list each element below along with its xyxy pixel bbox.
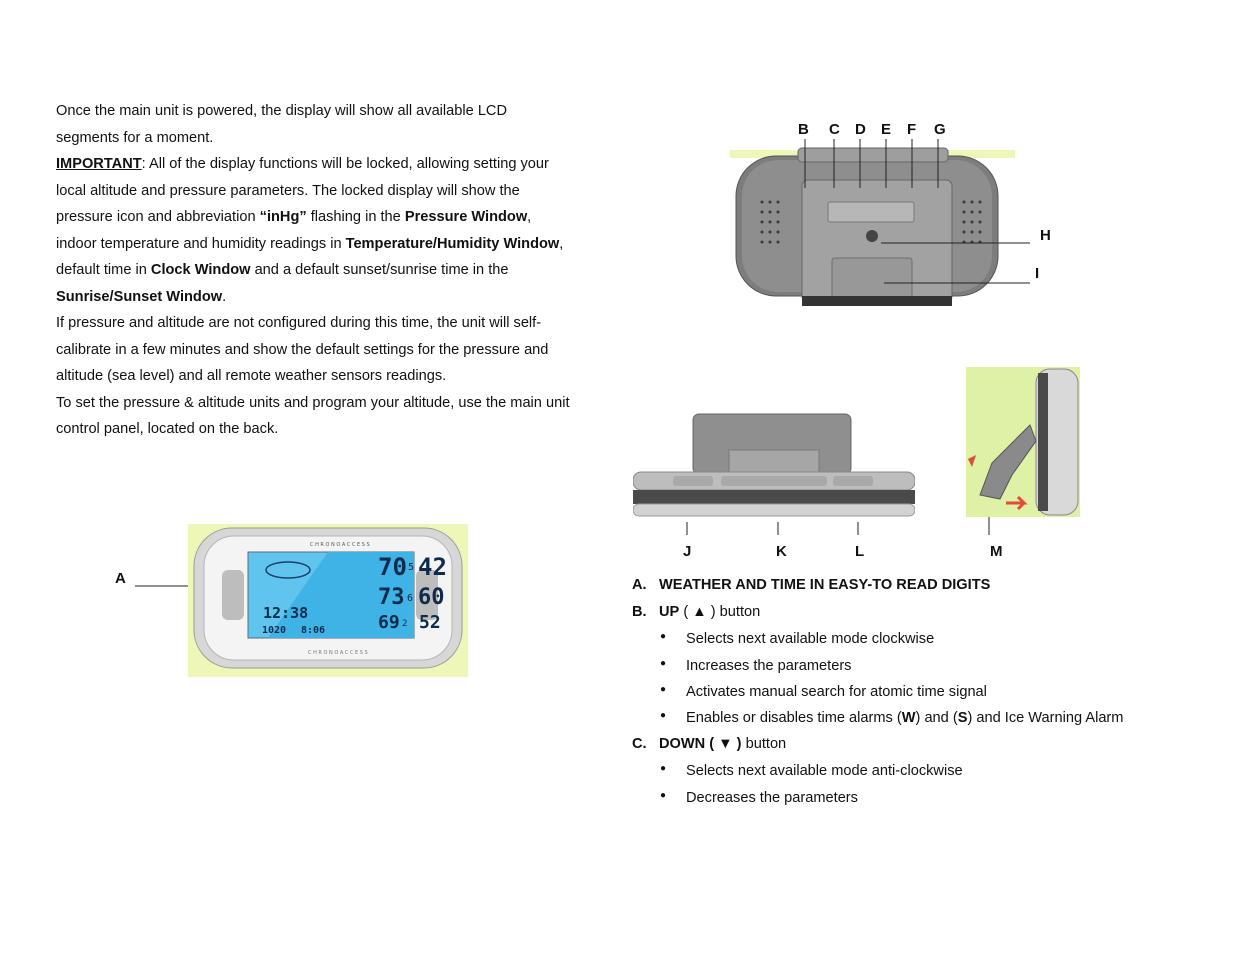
lcd-sunset: 8:06 (301, 625, 326, 636)
intro-paragraph-4: To set the pressure & altitude units and program your altitude, use the main unit control panel, located on the back. (56, 394, 570, 437)
label-d: D (855, 121, 866, 138)
svg-text:C H R O N O A C C E S S: C H R O N O A C C E S S (308, 650, 368, 656)
label-i: I (1035, 265, 1040, 282)
legend-bold-b: UP (659, 604, 680, 620)
legend-item-c (632, 736, 786, 752)
label-h: H (1040, 227, 1051, 244)
sunset-default-text: and a default sunset/sunrise time in the (250, 262, 509, 278)
lcd-time: 12:38 (263, 604, 309, 622)
legend-item-a (632, 577, 990, 593)
label-j: J (683, 543, 692, 560)
intro-paragraph-2 (56, 151, 571, 310)
legend-rest-b: ( ▲ ) button (679, 604, 761, 620)
intro-paragraph-1: Once the main unit is powered, the display will show all available LCD segments for a moment. (56, 103, 508, 146)
legend-rest-c: button (741, 736, 787, 752)
legend-letter-b: B. (632, 604, 647, 620)
lcd-sunrise: 1020 (262, 625, 287, 636)
top-device-image (633, 412, 915, 522)
label-b: B (798, 121, 809, 138)
lcd-temp-3: 69 (378, 612, 400, 633)
label-e: E (881, 121, 892, 138)
lcd-hum-3: 52 (419, 612, 441, 633)
clock-window-text: Clock Window (150, 262, 251, 278)
lcd-hum-out: 42 (418, 553, 447, 581)
lcd-temp-in-dec: 6 (407, 593, 414, 604)
label-c: C (829, 121, 840, 138)
bullet-text: Decreases the parameters (686, 790, 858, 806)
legend-text-a: WEATHER AND TIME IN EASY-TO READ DIGITS (659, 577, 991, 593)
pressure-window-text: Pressure Window (404, 209, 528, 225)
legend-bold-c: DOWN ( ▼ ) (659, 736, 742, 752)
legend-item-b (632, 604, 760, 620)
svg-text:C H R O N O A C C E S S: C H R O N O A C C E S S (310, 542, 370, 548)
legend-letter-a: A. (632, 577, 647, 593)
lcd-temp-out-dec: 5 (408, 562, 415, 573)
lcd-hum-in: 60 (418, 585, 445, 610)
label-a: A (115, 570, 126, 587)
indoor-text: , indoor temperature and humidity readings in (56, 209, 532, 252)
inhg-text: “inHg” (259, 209, 307, 225)
default-time-text: , default time in (56, 235, 564, 278)
lcd-temp-out: 70 (378, 553, 407, 581)
label-g: G (934, 121, 946, 138)
bullet-text: Selects next available mode clockwise (686, 631, 935, 647)
lcd-temp-3-dec: 2 (402, 619, 408, 629)
label-l: L (855, 543, 865, 560)
bullet-text: Increases the parameters (686, 658, 852, 674)
flashing-text: flashing in the (306, 209, 405, 225)
back-device-image (728, 140, 1018, 310)
bullet-text-alarms: Enables or disables time alarms (W) and (S) and Ice Warning Alarm (686, 710, 1124, 726)
label-m: M (990, 543, 1003, 560)
sunrise-window-text: Sunrise/Sunset Window (56, 288, 223, 305)
intro-paragraph-3: If pressure and altitude are not configured during this time, the unit will self-calibrate in a few minutes and show the default settings for the pressure and altitude (sea level) and all remote weather sensors readings. (56, 315, 549, 384)
period-text: . (222, 288, 227, 305)
legend-letter-c: C. (632, 736, 647, 752)
intro-text (56, 98, 571, 443)
temp-window-text: Temperature/Humidity Window (345, 235, 560, 252)
important-text: : All of the display functions will be locked, allowing setting your local altitude and pressure parameters. The locked display will show the pressure icon and abbreviation (56, 156, 549, 225)
label-f: F (907, 121, 917, 138)
important-label: IMPORTANT (56, 156, 142, 172)
bullet-text: Selects next available mode anti-clockwise (686, 763, 963, 779)
side-device-image (966, 367, 1080, 517)
bullet-text: Activates manual search for atomic time signal (686, 684, 987, 700)
label-k: K (776, 543, 787, 560)
lcd-temp-in: 73 (378, 585, 405, 610)
